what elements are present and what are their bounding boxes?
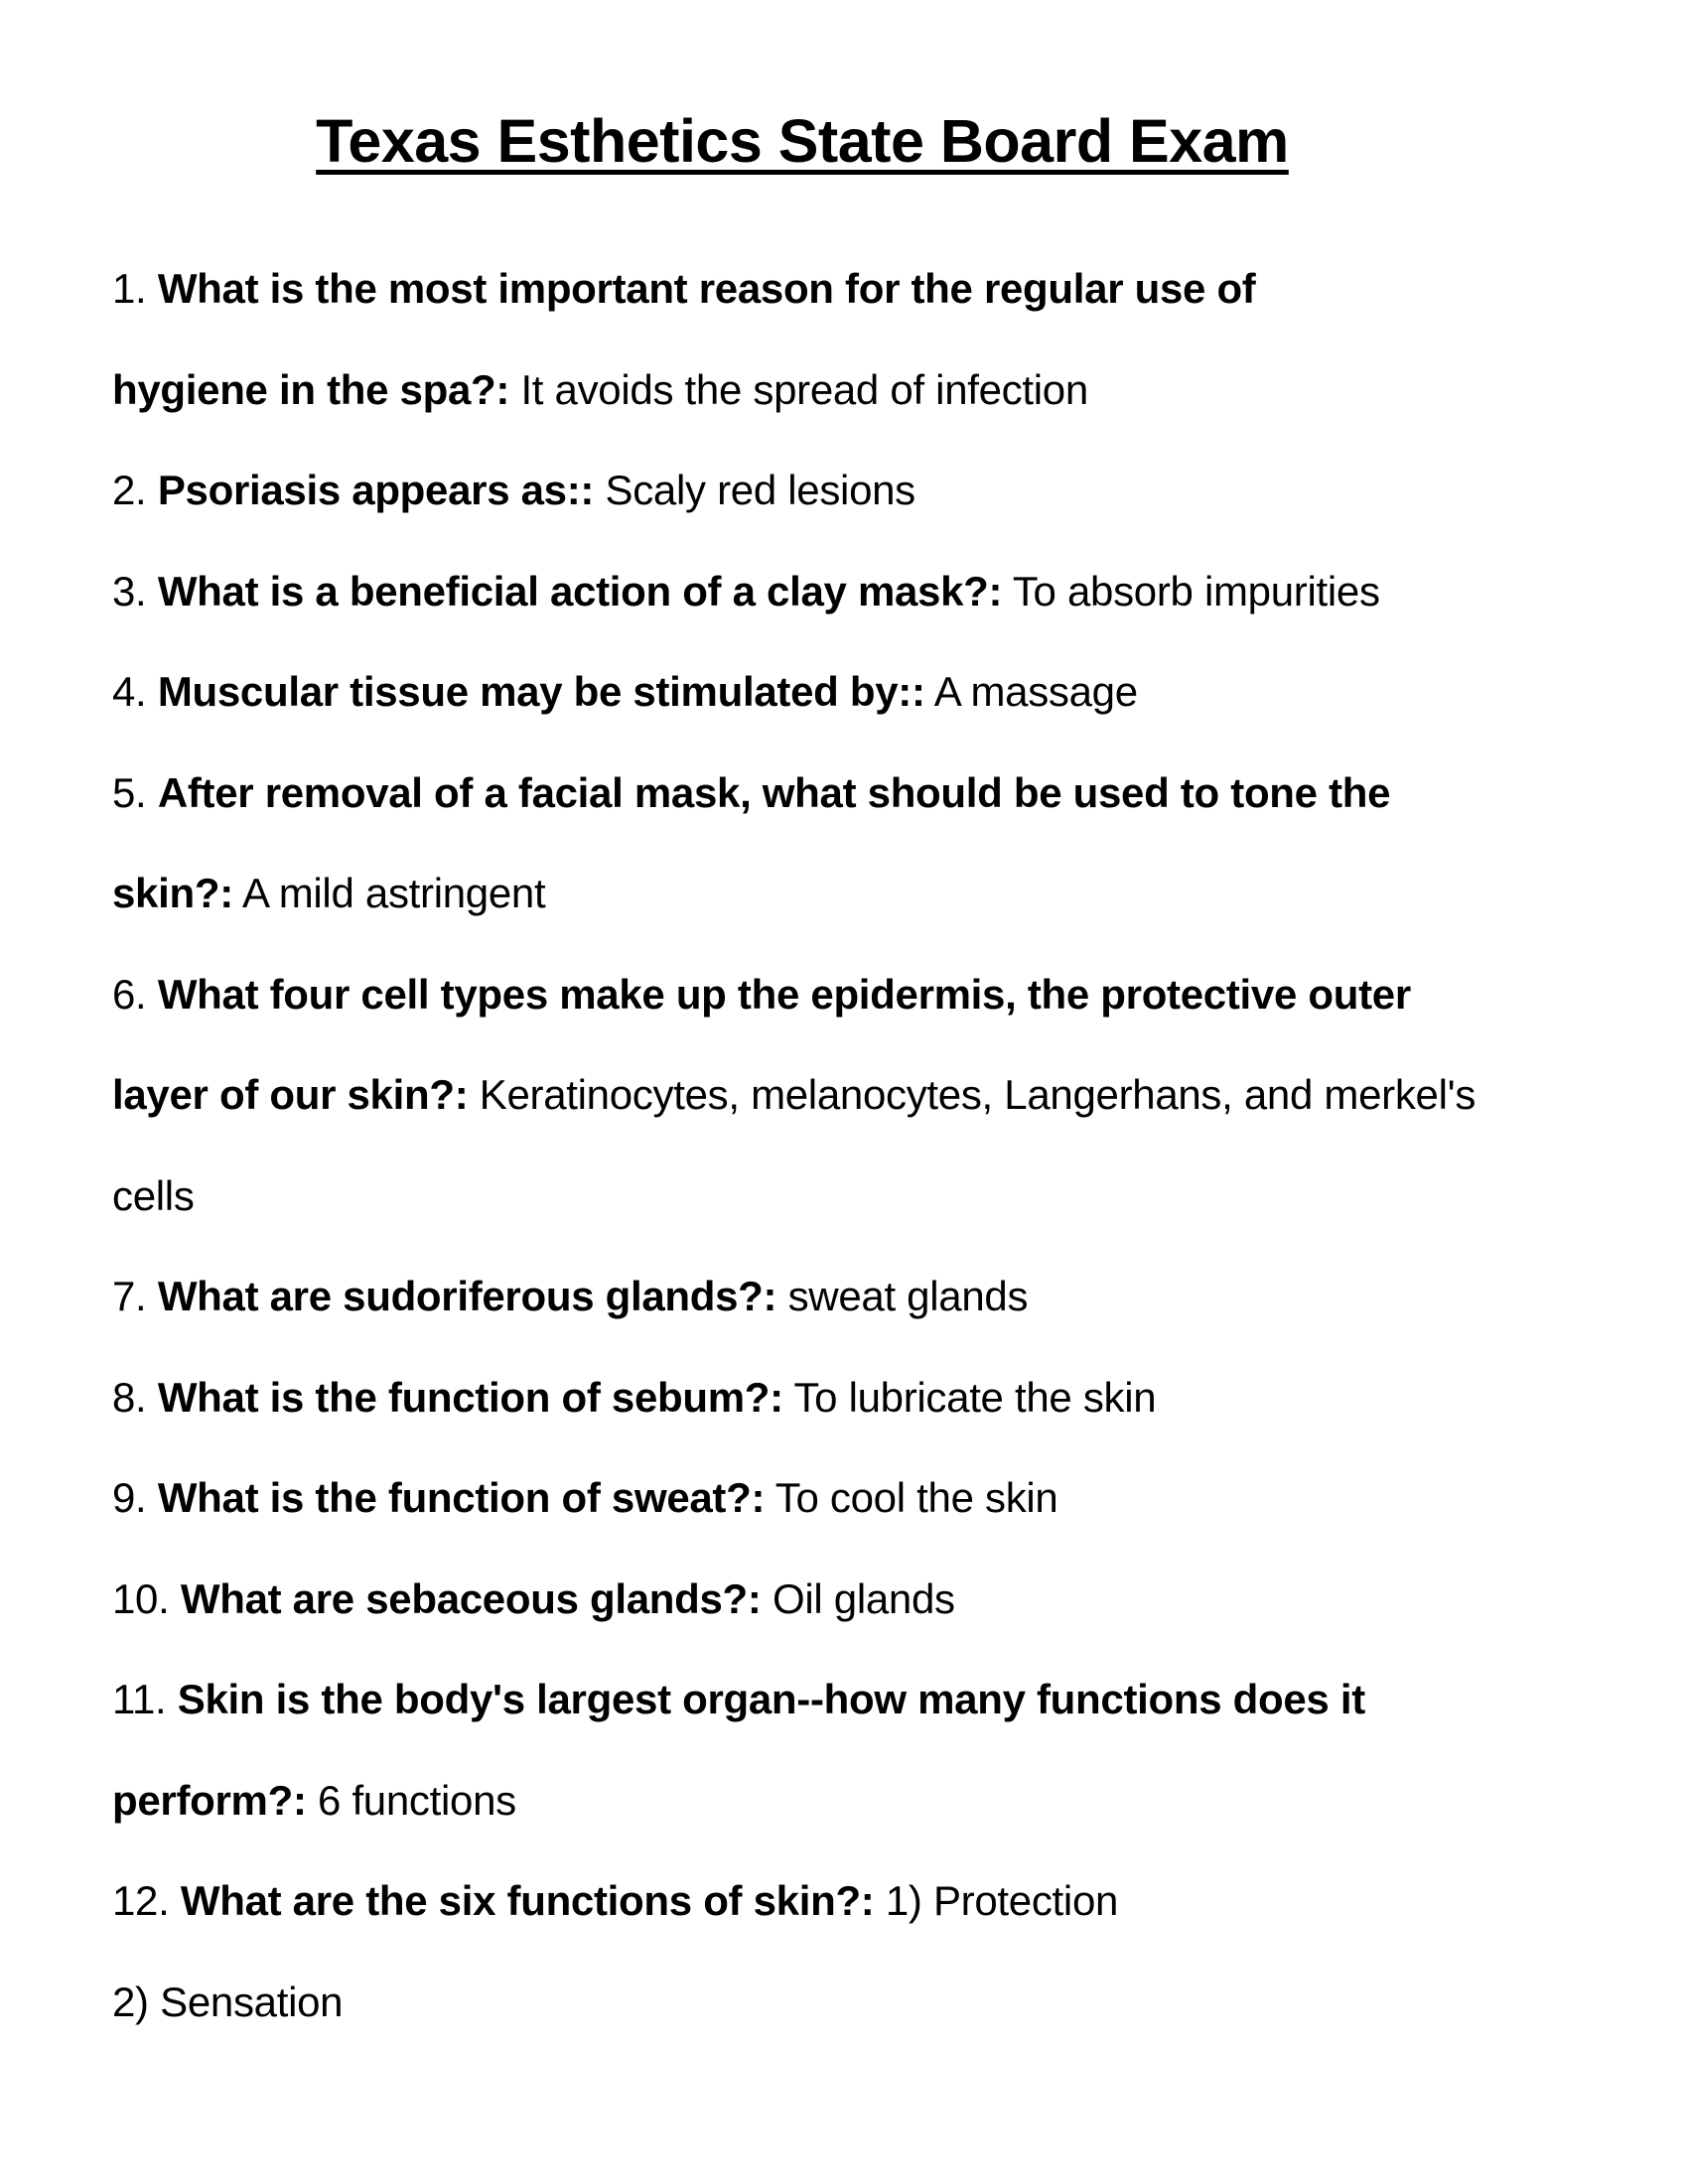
qa-line <box>112 1246 1582 1347</box>
item-number: 5. <box>112 768 147 816</box>
answer-text: cells <box>112 1171 195 1219</box>
qa-line <box>112 1750 1582 1851</box>
answer-text: sweat glands <box>787 1273 1029 1319</box>
item-number: 12. <box>112 1877 170 1924</box>
item-number: 7. <box>112 1273 147 1319</box>
qa-list <box>112 238 1582 2052</box>
qa-line <box>112 1952 1582 2053</box>
qa-line <box>112 843 1582 944</box>
answer-text: Scaly red lesions <box>605 467 915 513</box>
question-text: hygiene in the spa?: <box>112 365 510 413</box>
question-text: layer of our skin?: <box>112 1071 469 1118</box>
qa-line <box>112 1549 1582 1650</box>
item-number: 6. <box>112 970 147 1018</box>
qa-item-2 <box>112 440 1582 541</box>
qa-item-5 <box>112 743 1582 944</box>
qa-item-1 <box>112 238 1582 440</box>
question-text: perform?: <box>112 1776 307 1824</box>
qa-item-4 <box>112 641 1582 743</box>
answer-text: It avoids the spread of infection <box>520 365 1088 413</box>
question-text: What is the most important reason for the regular use of <box>157 265 1256 312</box>
answer-text: Oil glands <box>772 1574 955 1622</box>
qa-item-9 <box>112 1447 1582 1549</box>
question-text: What is the function of sweat?: <box>157 1474 766 1521</box>
item-number: 2. <box>112 467 147 513</box>
question-text: Muscular tissue may be stimulated by:: <box>157 668 925 715</box>
qa-item-11 <box>112 1649 1582 1850</box>
qa-line <box>112 1649 1582 1750</box>
qa-line <box>112 541 1582 642</box>
qa-item-8 <box>112 1347 1582 1448</box>
question-text: After removal of a facial mask, what should be used to tone the <box>157 768 1391 816</box>
item-number: 1. <box>112 265 147 312</box>
qa-item-12 <box>112 1850 1582 2052</box>
question-text: skin?: <box>112 870 233 916</box>
qa-line <box>112 743 1582 844</box>
question-text: Psoriasis appears as:: <box>157 467 595 513</box>
question-text: What are the six functions of skin?: <box>180 1877 875 1924</box>
item-number: 4. <box>112 668 147 715</box>
qa-line <box>112 641 1582 743</box>
qa-line <box>112 1146 1582 1247</box>
question-text: What is the function of sebum?: <box>157 1373 783 1421</box>
qa-line <box>112 340 1582 441</box>
item-number: 8. <box>112 1373 147 1421</box>
answer-text: 1) Protection <box>885 1877 1119 1924</box>
item-number: 10. <box>112 1574 170 1622</box>
qa-line <box>112 1044 1582 1146</box>
qa-line <box>112 440 1582 541</box>
page-title: Texas Esthetics State Board Exam <box>316 107 1289 175</box>
item-number: 9. <box>112 1474 147 1521</box>
answer-text: To absorb impurities <box>1012 567 1380 614</box>
answer-text: To lubricate the skin <box>793 1373 1157 1421</box>
qa-line <box>112 1447 1582 1549</box>
qa-line <box>112 1347 1582 1448</box>
question-text: Skin is the body's largest organ--how many functions does it <box>177 1676 1365 1722</box>
qa-item-6 <box>112 944 1582 1247</box>
answer-text: Keratinocytes, melanocytes, Langerhans, and merkel's <box>479 1071 1477 1118</box>
question-text: What four cell types make up the epidermis, the protective outer <box>157 970 1411 1018</box>
question-text: What are sudoriferous glands?: <box>157 1273 777 1319</box>
qa-item-10 <box>112 1549 1582 1650</box>
item-number: 3. <box>112 567 147 614</box>
qa-line <box>112 944 1582 1045</box>
qa-line <box>112 238 1582 340</box>
qa-line <box>112 1850 1582 1952</box>
answer-text: To cool the skin <box>774 1474 1058 1521</box>
answer-text: 6 functions <box>318 1776 516 1824</box>
question-text: What are sebaceous glands?: <box>180 1574 762 1622</box>
question-text: What is a beneficial action of a clay mask?: <box>157 567 1003 614</box>
qa-item-7 <box>112 1246 1582 1347</box>
answer-text: 2) Sensation <box>112 1978 344 2025</box>
answer-text: A massage <box>933 668 1138 715</box>
answer-text: A mild astringent <box>241 870 546 916</box>
item-number: 11. <box>112 1676 167 1722</box>
qa-item-3 <box>112 541 1582 642</box>
